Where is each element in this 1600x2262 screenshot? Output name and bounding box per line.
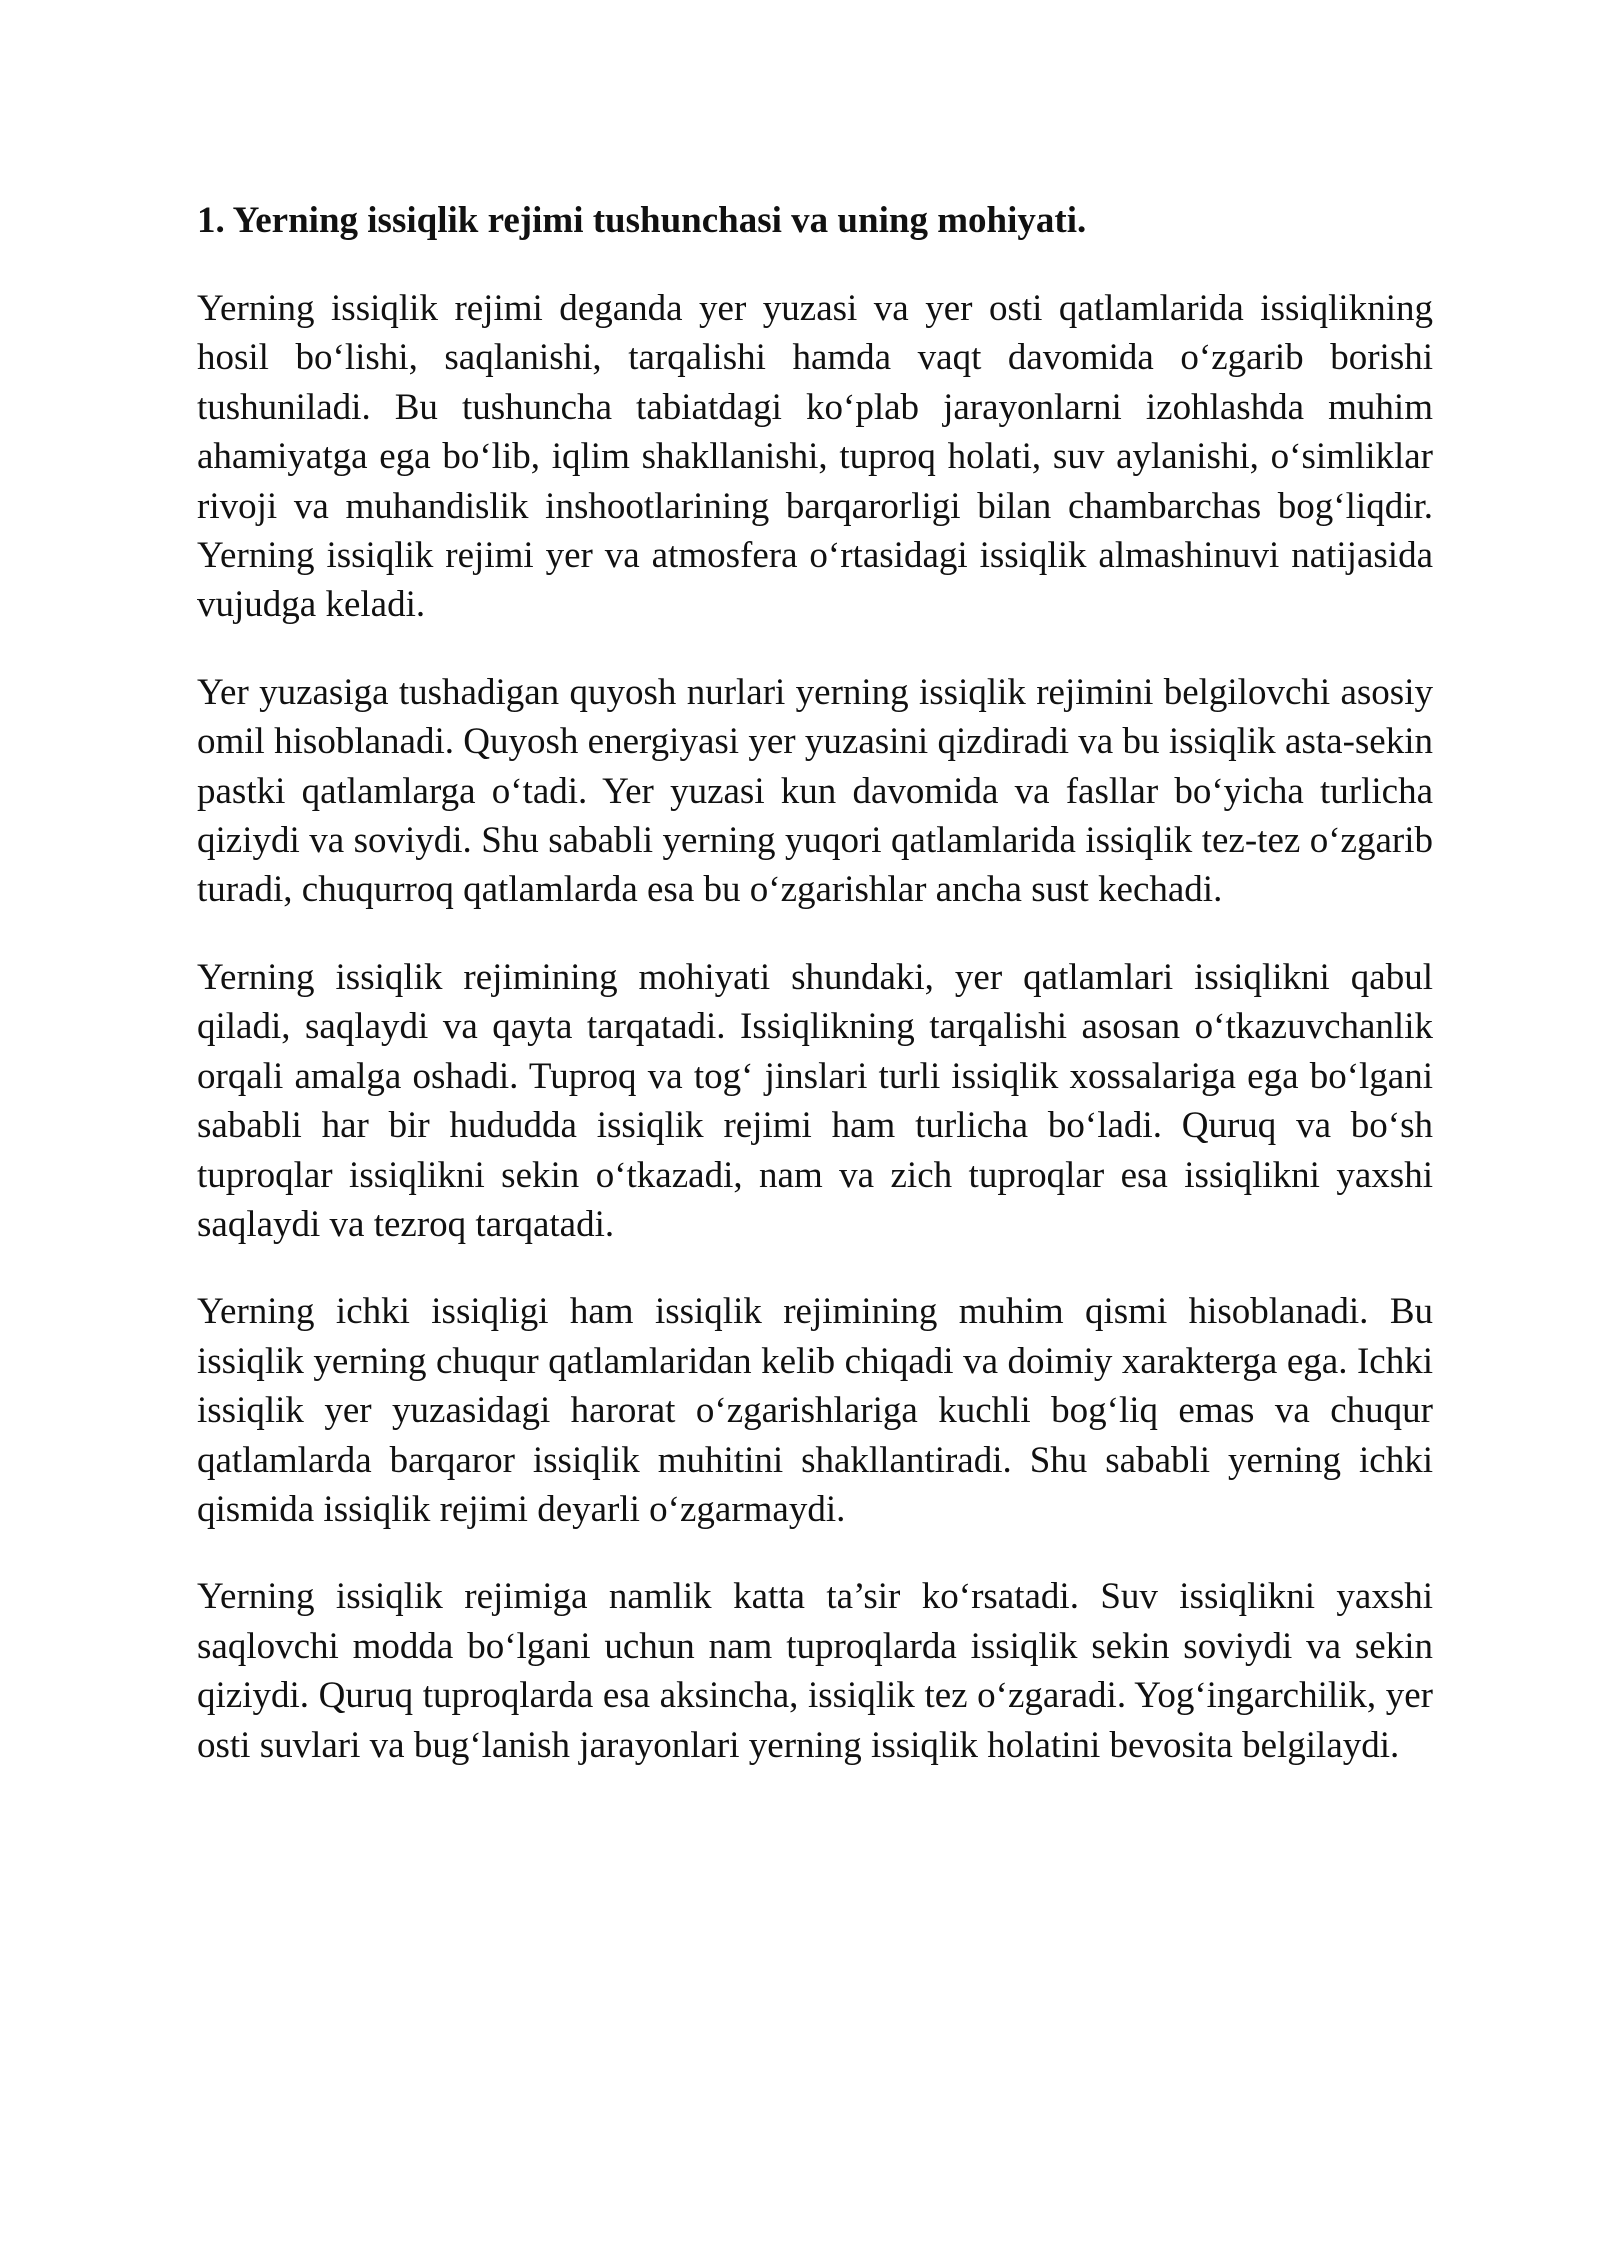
paragraph-1: Yerning issiqlik rejimi deganda yer yuzasi va yer osti qatlamlarida issiqlikning hosil bo‘lishi, saqlanishi, tarqalishi hamda vaqt davomida o‘zgarib borishi tushuniladi. Bu tushuncha tabiatdagi ko‘plab jarayonlarni izohlashda muhim ahamiyatga ega bo‘lib, iqlim shakllanishi, tuproq holati, suv aylanishi, o‘simliklar rivoji va muhandislik inshootlarining barqarorligi bilan chambarchas bog‘liqdir. Yerning issiqlik rejimi yer va atmosfera o‘rtasidagi issiqlik almashinuvi natijasida vujudga keladi. [197,288,1433,626]
paragraph-5: Yerning issiqlik rejimiga namlik katta ta’sir ko‘rsatadi. Suv issiqlikni yaxshi saqlovchi modda bo‘lgani uchun nam tuproqlarda issiqlik sekin soviydi va sekin qiziydi. Quruq tuproqlarda esa aksincha, issiqlik tez o‘zgaradi. Yog‘ingarchilik, yer osti suvlari va bug‘lanish jarayonlari yerning issiqlik holatini bevosita belgilaydi. [197,1576,1433,1766]
paragraph-3: Yerning issiqlik rejimining mohiyati shundaki, yer qatlamlari issiqlikni qabul qiladi, saqlaydi va qayta tarqatadi. Issiqlikning tarqalishi asosan o‘tkazuvchanlik orqali amalga oshadi. Tuproq va tog‘ jinslari turli issiqlik xossalariga ega bo‘lgani sababli har bir hududda issiqlik rejimi ham turlicha bo‘ladi. Quruq va bo‘sh tuproqlar issiqlikni sekin o‘tkazadi, nam va zich tuproqlar esa issiqlikni yaxshi saqlaydi va tezroq tarqatadi. [197,956,1433,1245]
document-page [197,196,1433,1808]
paragraph-4: Yerning ichki issiqligi ham issiqlik rejimining muhim qismi hisoblanadi. Bu issiqlik yerning chuqur qatlamlaridan kelib chiqadi va doimiy xarakterga ega. Ichki issiqlik yer yuzasidagi harorat o‘zgarishlariga kuchli bog‘liq emas va chuqur qatlamlarda barqaror issiqlik muhitini shakllantiradi. Shu sababli yerning ichki qismida issiqlik rejimi deyarli o‘zgarmaydi. [197,1291,1433,1530]
paragraph-2: Yer yuzasiga tushadigan quyosh nurlari yerning issiqlik rejimini belgilovchi asosiy omil hisoblanadi. Quyosh energiyasi yer yuzasini qizdiradi va bu issiqlik asta-sekin pastki qatlamlarga o‘tadi. Yer yuzasi kun davomida va fasllar bo‘yicha turlicha qiziydi va soviydi. Shu sababli yerning yuqori qatlamlarida issiqlik tez-tez o‘zgarib turadi, chuqurroq qatlamlarda esa bu o‘zgarishlar ancha sust kechadi. [197,671,1433,911]
section-heading: 1. Yerning issiqlik rejimi tushunchasi va uning mohiyati. [197,200,1087,241]
